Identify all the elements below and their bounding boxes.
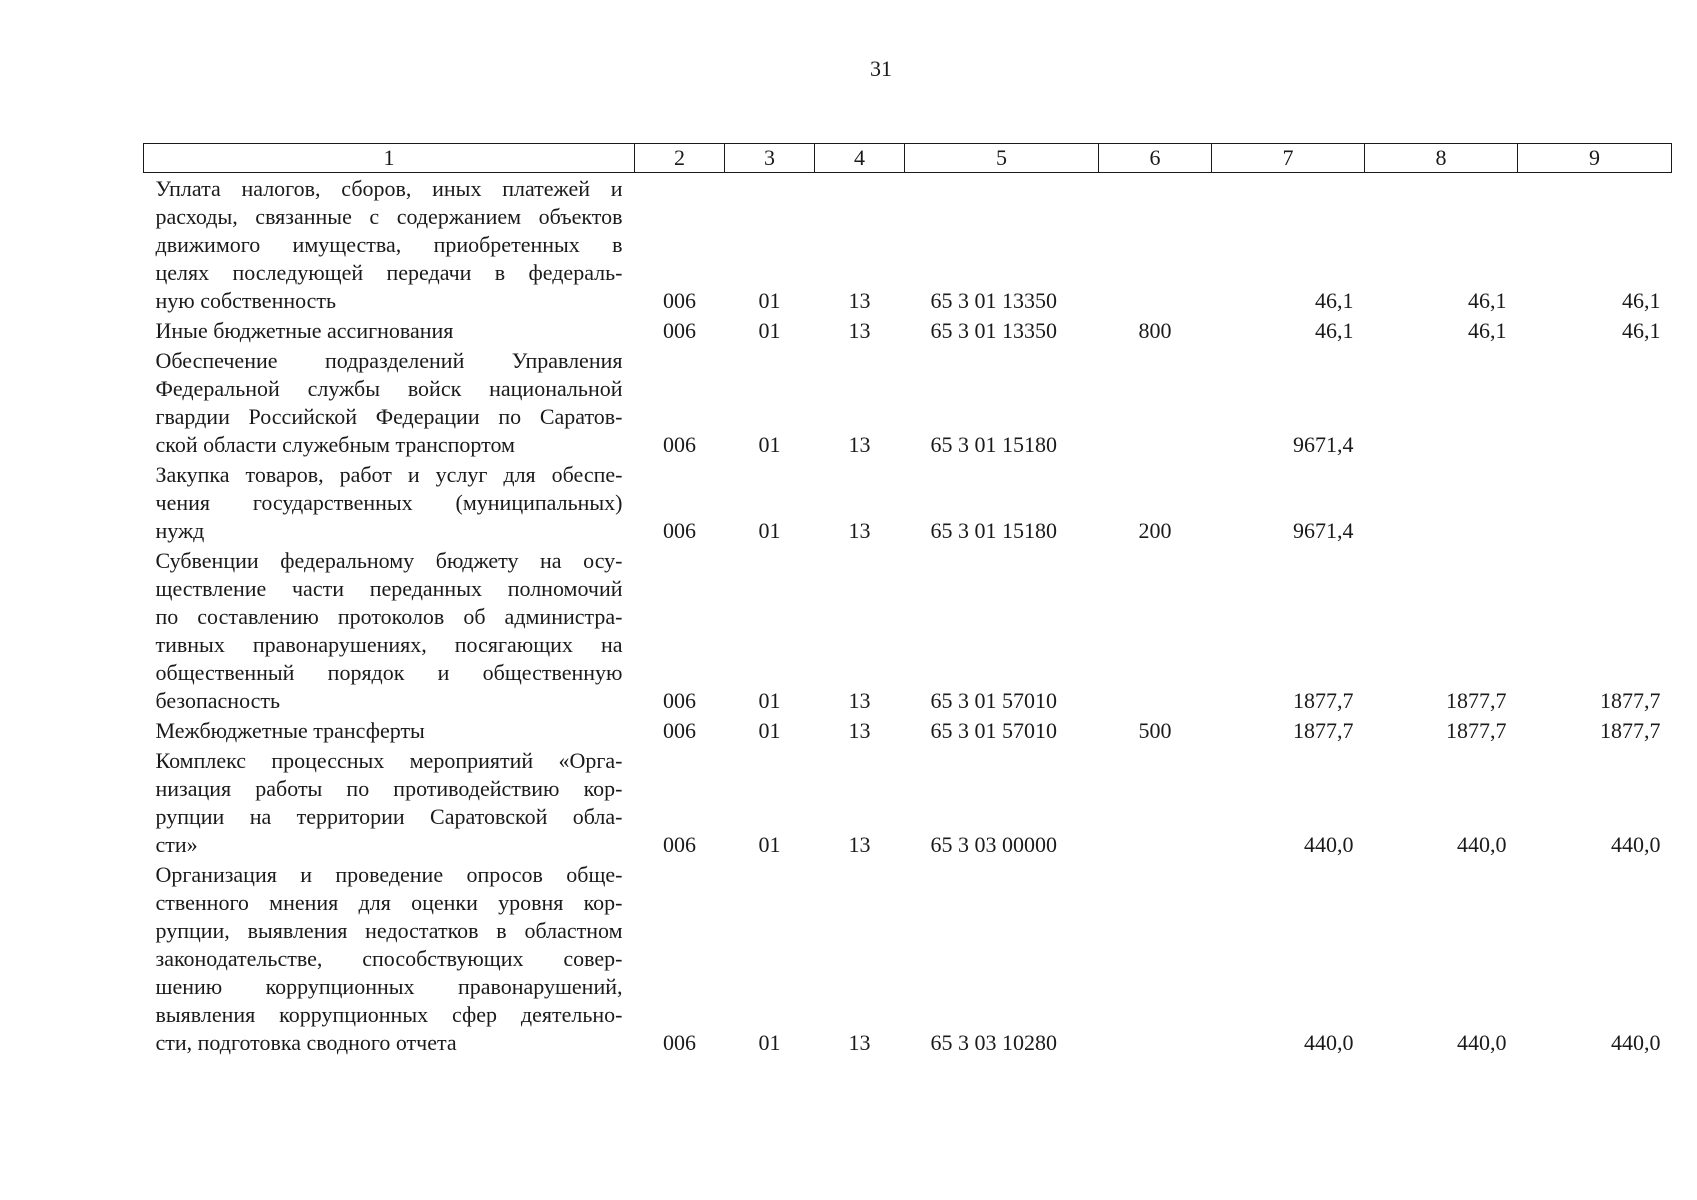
expense-name-line: безопасность bbox=[155, 688, 281, 713]
column-header-7: 7 bbox=[1212, 144, 1365, 173]
subsection-code: 13 bbox=[848, 288, 871, 313]
amount-col-7: 46,1 bbox=[1315, 288, 1354, 313]
target-article-code: 65 3 03 10280 bbox=[930, 1030, 1057, 1055]
ministry-code: 006 bbox=[663, 718, 696, 743]
expense-name-line: Комплекс процессных мероприятий «Орга- bbox=[155, 748, 623, 773]
expense-name bbox=[144, 459, 635, 545]
expense-name-line: рупции на территории Саратовской обла- bbox=[155, 804, 623, 829]
section-code: 01 bbox=[758, 518, 781, 543]
section-code: 01 bbox=[758, 1030, 781, 1055]
target-article-code: 65 3 01 13350 bbox=[930, 318, 1057, 343]
expense-name-line: тивных правонарушениях, посягающих на bbox=[155, 632, 623, 657]
expense-name bbox=[144, 715, 635, 745]
column-header-8: 8 bbox=[1365, 144, 1518, 173]
column-header-6: 6 bbox=[1099, 144, 1212, 173]
amount-col-8: 440,0 bbox=[1457, 832, 1507, 857]
column-header-3: 3 bbox=[725, 144, 815, 173]
header-row bbox=[144, 144, 1672, 173]
ministry-code: 006 bbox=[663, 432, 696, 457]
table-body bbox=[144, 173, 1672, 1058]
amount-col-9 bbox=[1518, 459, 1672, 545]
section-code: 01 bbox=[758, 832, 781, 857]
subsection-code: 13 bbox=[848, 318, 871, 343]
expense-type-code bbox=[1099, 173, 1212, 316]
expense-name bbox=[144, 545, 635, 715]
expense-name-line: ную собственность bbox=[155, 288, 337, 313]
amount-col-8: 440,0 bbox=[1457, 1030, 1507, 1055]
expense-type-code bbox=[1099, 545, 1212, 715]
expense-name-line: рупции, выявления недостатков в областном bbox=[155, 918, 623, 943]
expense-name-line: гвардии Российской Федерации по Саратов- bbox=[155, 404, 623, 429]
table-header bbox=[144, 144, 1672, 173]
amount-col-7: 9671,4 bbox=[1293, 432, 1354, 457]
ministry-code: 006 bbox=[663, 288, 696, 313]
target-article-code: 65 3 01 57010 bbox=[930, 718, 1057, 743]
amount-col-7: 440,0 bbox=[1304, 832, 1354, 857]
expense-name-line: Иные бюджетные ассигнования bbox=[155, 318, 454, 343]
table-row bbox=[144, 745, 1672, 859]
table-row bbox=[144, 859, 1672, 1057]
expense-name bbox=[144, 345, 635, 459]
section-code: 01 bbox=[758, 718, 781, 743]
amount-col-9 bbox=[1518, 345, 1672, 459]
expense-name bbox=[144, 173, 635, 316]
expense-name-line: Закупка товаров, работ и услуг для обеспе- bbox=[155, 462, 623, 487]
amount-col-7: 440,0 bbox=[1304, 1030, 1354, 1055]
expense-type-code bbox=[1099, 345, 1212, 459]
expense-type-code bbox=[1099, 859, 1212, 1057]
amount-col-7: 9671,4 bbox=[1293, 518, 1354, 543]
target-article-code: 65 3 01 57010 bbox=[930, 688, 1057, 713]
amount-col-7: 1877,7 bbox=[1293, 718, 1354, 743]
amount-col-8: 1877,7 bbox=[1446, 688, 1507, 713]
expense-name-line: сти, подготовка сводного отчета bbox=[155, 1030, 457, 1055]
expense-name-line: ществление части переданных полномочий bbox=[155, 576, 623, 601]
amount-col-9: 46,1 bbox=[1622, 288, 1661, 313]
column-header-9: 9 bbox=[1518, 144, 1672, 173]
amount-col-8: 1877,7 bbox=[1446, 718, 1507, 743]
column-header-1: 1 bbox=[144, 144, 635, 173]
amount-col-9: 440,0 bbox=[1611, 1030, 1661, 1055]
section-code: 01 bbox=[758, 432, 781, 457]
section-code: 01 bbox=[758, 288, 781, 313]
expense-name-line: чения государственных (муниципальных) bbox=[155, 490, 623, 515]
target-article-code: 65 3 01 13350 bbox=[930, 288, 1057, 313]
expense-name bbox=[144, 745, 635, 859]
expense-name-line: целях последующей передачи в федераль- bbox=[155, 260, 623, 285]
expense-name-line: ственного мнения для оценки уровня кор- bbox=[155, 890, 623, 915]
amount-col-7: 46,1 bbox=[1315, 318, 1354, 343]
expense-name-line: Обеспечение подразделений Управления bbox=[155, 348, 623, 373]
expense-name-line: общественный порядок и общественную bbox=[155, 660, 623, 685]
expense-name-line: Межбюджетные трансферты bbox=[155, 718, 425, 743]
expense-name-line: ской области служебным транспортом bbox=[155, 432, 515, 457]
expense-name-line: по составлению протоколов об администра- bbox=[155, 604, 623, 629]
column-header-5: 5 bbox=[905, 144, 1099, 173]
expense-name-line: сти» bbox=[155, 832, 198, 857]
expense-name-line: законодательстве, способствующих совер- bbox=[155, 946, 623, 971]
expense-name-line: расходы, связанные с содержанием объектов bbox=[155, 204, 623, 229]
table-row bbox=[144, 545, 1672, 715]
expense-name-line: Уплата налогов, сборов, иных платежей и bbox=[155, 176, 623, 201]
expense-name-line: нужд bbox=[155, 518, 205, 543]
subsection-code: 13 bbox=[848, 832, 871, 857]
ministry-code: 006 bbox=[663, 318, 696, 343]
expense-name-line: шению коррупционных правонарушений, bbox=[155, 974, 623, 999]
amount-col-8 bbox=[1365, 345, 1518, 459]
expense-name-line: Организация и проведение опросов обще- bbox=[155, 862, 623, 887]
expense-name-line: Федеральной службы войск национальной bbox=[155, 376, 623, 401]
amount-col-8: 46,1 bbox=[1468, 288, 1507, 313]
column-header-4: 4 bbox=[815, 144, 905, 173]
amount-col-8 bbox=[1365, 459, 1518, 545]
ministry-code: 006 bbox=[663, 688, 696, 713]
expense-type-code bbox=[1099, 745, 1212, 859]
ministry-code: 006 bbox=[663, 518, 696, 543]
amount-col-8: 46,1 bbox=[1468, 318, 1507, 343]
table-row bbox=[144, 173, 1672, 316]
ministry-code: 006 bbox=[663, 1030, 696, 1055]
subsection-code: 13 bbox=[848, 718, 871, 743]
subsection-code: 13 bbox=[848, 518, 871, 543]
amount-col-9: 1877,7 bbox=[1600, 688, 1661, 713]
section-code: 01 bbox=[758, 688, 781, 713]
table-row bbox=[144, 345, 1672, 459]
expense-type-code: 200 bbox=[1138, 518, 1172, 543]
table-row bbox=[144, 315, 1672, 345]
target-article-code: 65 3 01 15180 bbox=[930, 518, 1057, 543]
expense-name-line: движимого имущества, приобретенных в bbox=[155, 232, 623, 257]
expense-type-code: 500 bbox=[1138, 718, 1172, 743]
subsection-code: 13 bbox=[848, 432, 871, 457]
amount-col-9: 1877,7 bbox=[1600, 718, 1661, 743]
expense-name bbox=[144, 859, 635, 1057]
target-article-code: 65 3 01 15180 bbox=[930, 432, 1057, 457]
budget-table bbox=[143, 143, 1672, 1057]
amount-col-7: 1877,7 bbox=[1293, 688, 1354, 713]
column-header-2: 2 bbox=[635, 144, 725, 173]
page-number: 31 bbox=[870, 56, 892, 81]
expense-name-line: низация работы по противодействию кор- bbox=[155, 776, 623, 801]
table-row bbox=[144, 459, 1672, 545]
expense-name bbox=[144, 315, 635, 345]
expense-name-line: выявления коррупционных сфер деятельно- bbox=[155, 1002, 623, 1027]
table-row bbox=[144, 715, 1672, 745]
subsection-code: 13 bbox=[848, 688, 871, 713]
section-code: 01 bbox=[758, 318, 781, 343]
expense-name-line: Субвенции федеральному бюджету на осу- bbox=[155, 548, 623, 573]
ministry-code: 006 bbox=[663, 832, 696, 857]
subsection-code: 13 bbox=[848, 1030, 871, 1055]
expense-type-code: 800 bbox=[1138, 318, 1172, 343]
target-article-code: 65 3 03 00000 bbox=[930, 832, 1057, 857]
amount-col-9: 440,0 bbox=[1611, 832, 1661, 857]
amount-col-9: 46,1 bbox=[1622, 318, 1661, 343]
